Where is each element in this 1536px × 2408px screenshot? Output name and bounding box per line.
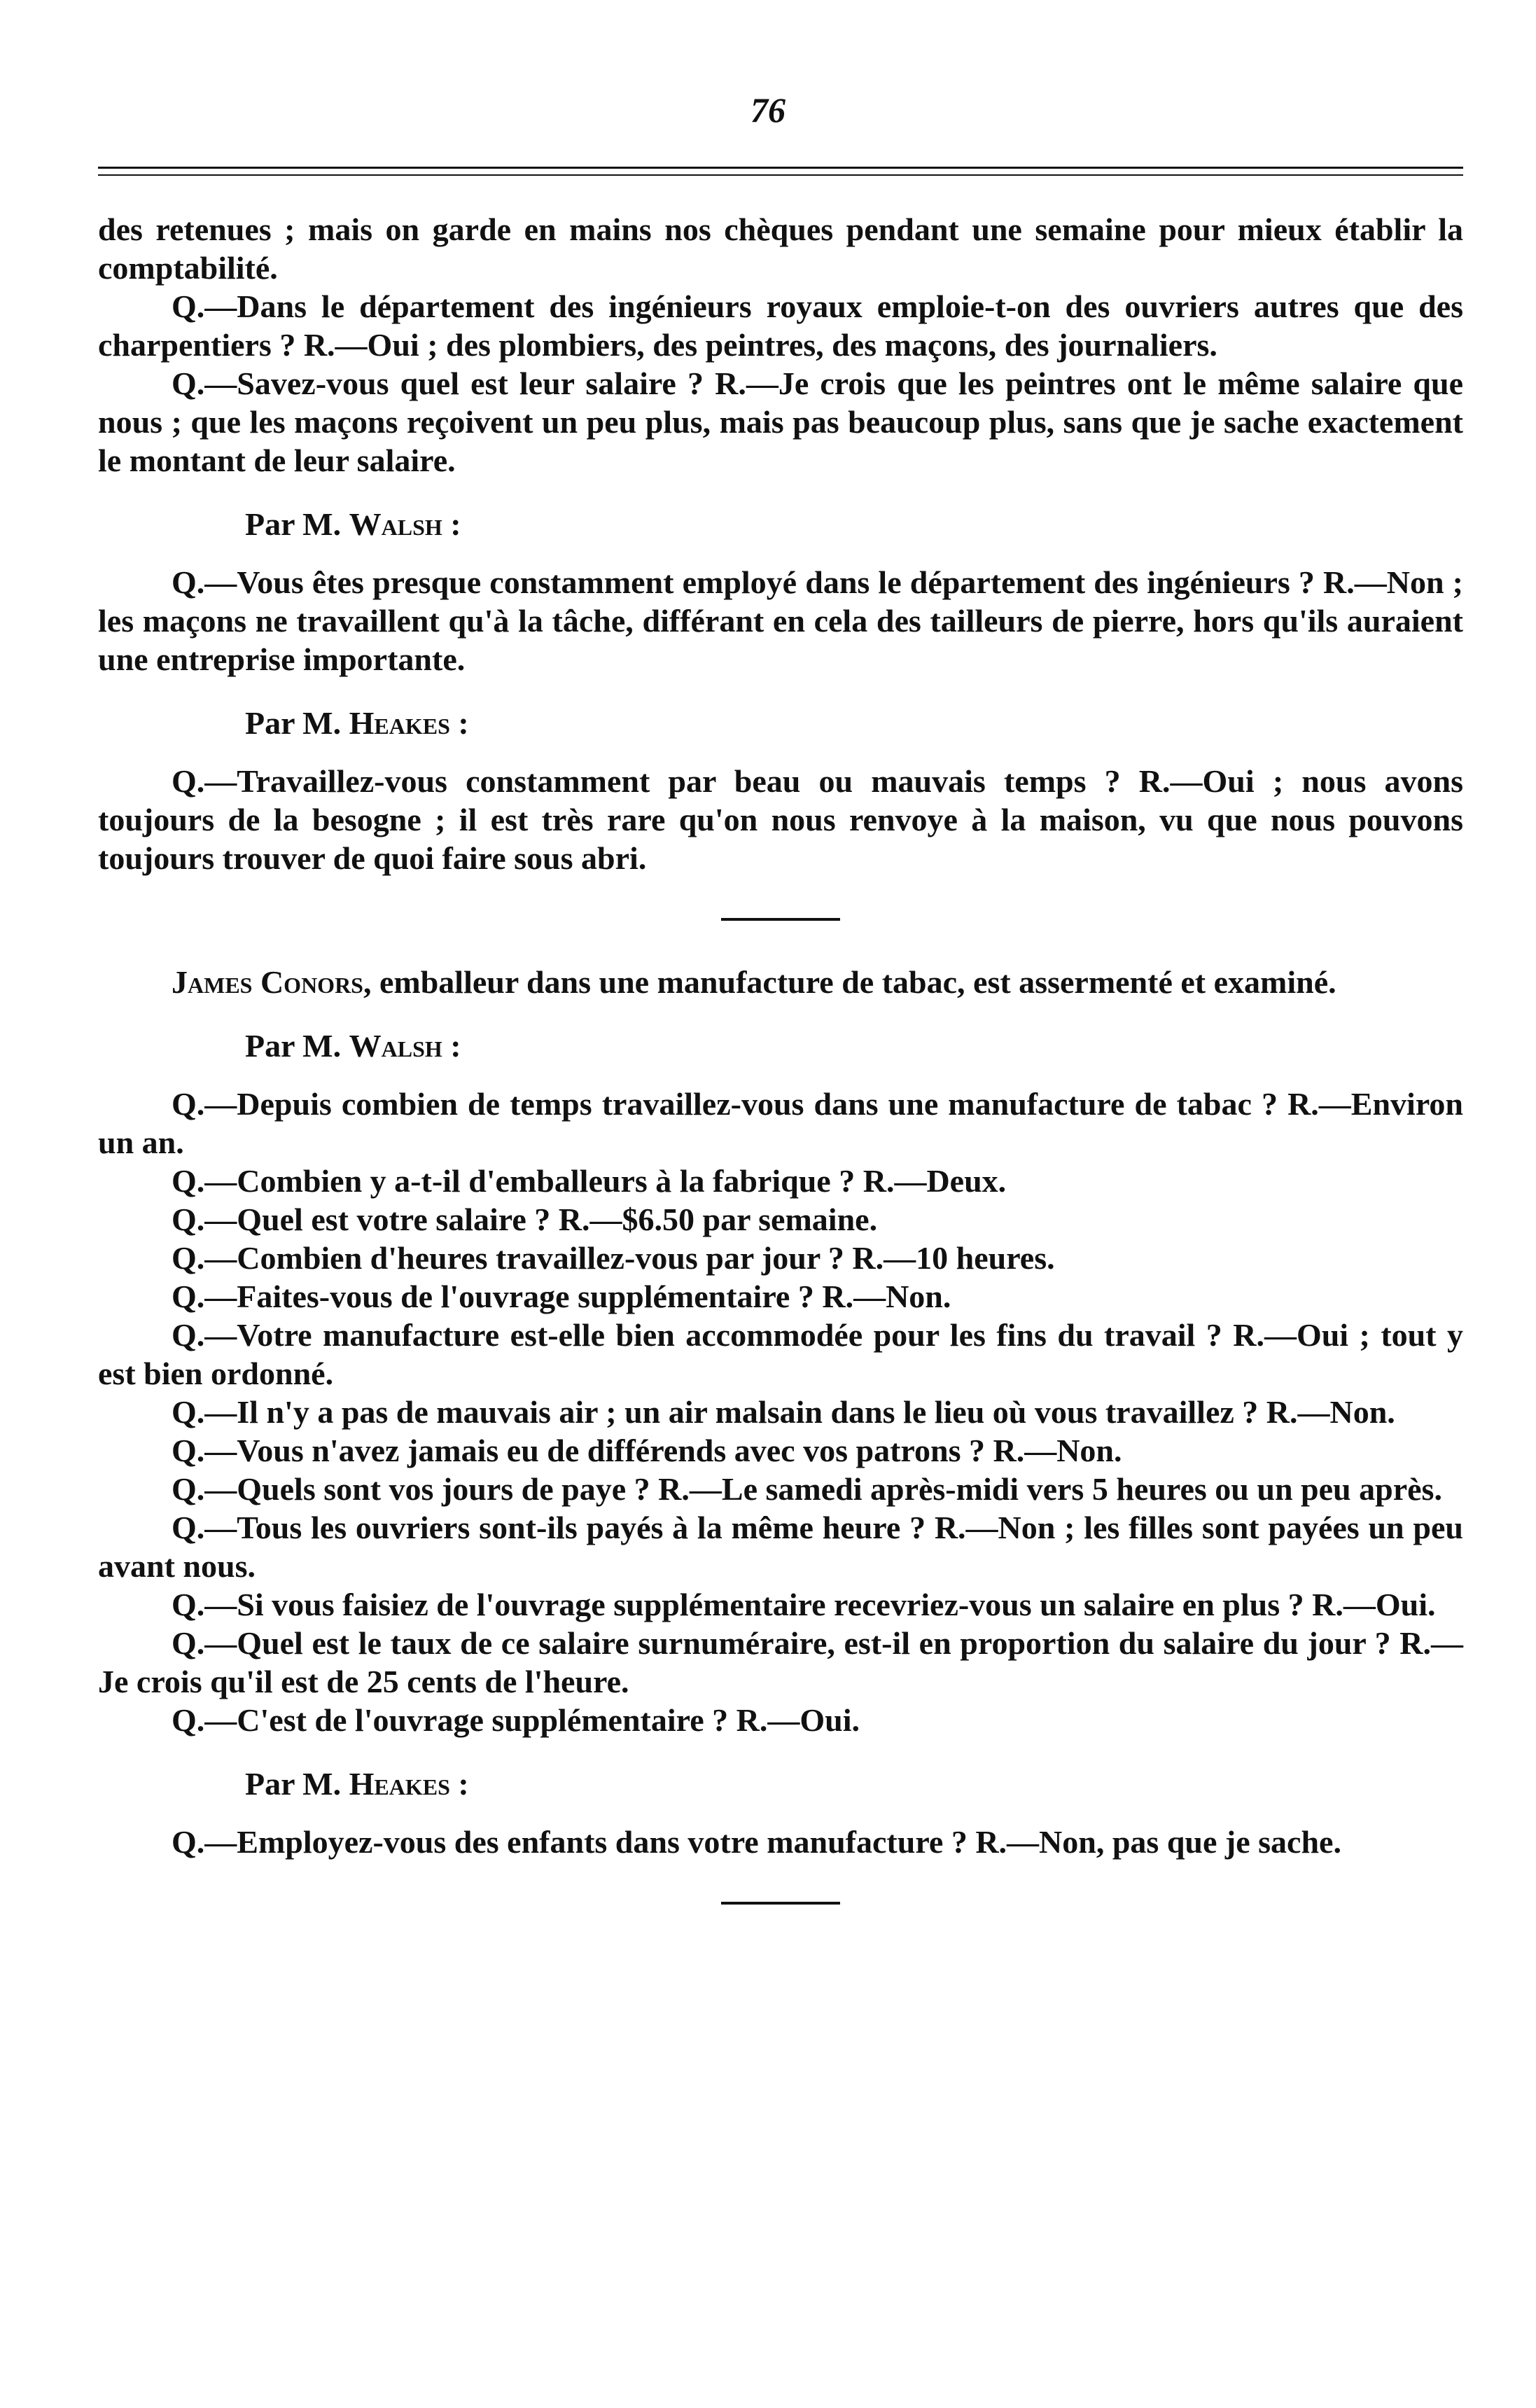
paragraph: Q.—Vous n'avez jamais eu de différends avec vos patrons ? R.—Non. bbox=[172, 1433, 1122, 1468]
page-number: 76 bbox=[750, 90, 786, 130]
speaker-prefix: Par M. bbox=[245, 1028, 349, 1064]
paragraph: Q.—C'est de l'ouvrage supplémentaire ? R.—Oui. bbox=[172, 1702, 860, 1738]
paragraph: Q.—Depuis combien de temps travaillez-vous dans une manufacture de tabac ? R.—Environ un an. bbox=[98, 1086, 1463, 1160]
paragraph: Q.—Quel est le taux de ce salaire surnuméraire, est-il en proportion du salaire du jour ? R.—Je crois qu'il est de 25 cents de l'heure. bbox=[98, 1625, 1463, 1699]
speaker-suffix: : bbox=[442, 1028, 461, 1064]
paragraph: Q.—Employez-vous des enfants dans votre manufacture ? R.—Non, pas que je sache. bbox=[172, 1824, 1341, 1860]
paragraph: Q.—Savez-vous quel est leur salaire ? R.—Je crois que les peintres ont le même salaire que nous ; que les maçons reçoivent un peu plus, mais pas beaucoup plus, sans que je sache exactement le montant de leur salaire. bbox=[98, 366, 1463, 478]
paragraph: Q.—Travaillez-vous constamment par beau ou mauvais temps ? R.—Oui ; nous avons toujours de la besogne ; il est très rare qu'on nous renvoye à la maison, vu que nous pouvons toujours trouver de quoi faire sous abri. bbox=[98, 763, 1463, 876]
speaker-name: Walsh bbox=[349, 506, 442, 542]
speaker-heading bbox=[98, 505, 1463, 543]
speaker-heading bbox=[98, 1026, 1463, 1065]
paragraph: des retenues ; mais on garde en mains nos chèques pendant une semaine pour mieux établir la comptabilité. bbox=[98, 211, 1463, 286]
paragraph: Q.—Faites-vous de l'ouvrage supplémentaire ? R.—Non. bbox=[172, 1279, 951, 1314]
speaker-name: Walsh bbox=[349, 1028, 442, 1064]
witness-description: , emballeur dans une manufacture de tabac, est assermenté et examiné. bbox=[363, 964, 1336, 1000]
section-separator bbox=[721, 918, 840, 921]
paragraph: Q.—Votre manufacture est-elle bien accommodée pour les fins du travail ? R.—Oui ; tout y est bien ordonné. bbox=[98, 1317, 1463, 1391]
speaker-prefix: Par M. bbox=[245, 705, 349, 741]
paragraph: Q.—Quel est votre salaire ? R.—$6.50 par semaine. bbox=[172, 1202, 878, 1237]
header-rule bbox=[98, 167, 1463, 176]
paragraph: Q.—Tous les ouvriers sont-ils payés à la même heure ? R.—Non ; les filles sont payées un peu avant nous. bbox=[98, 1510, 1463, 1584]
paragraph: Q.—Il n'y a pas de mauvais air ; un air malsain dans le lieu où vous travaillez ? R.—Non. bbox=[172, 1394, 1395, 1430]
paragraph: Q.—Quels sont vos jours de paye ? R.—Le samedi après-midi vers 5 heures ou un peu après. bbox=[172, 1471, 1442, 1507]
speaker-heading bbox=[98, 1765, 1463, 1803]
speaker-suffix: : bbox=[449, 705, 469, 741]
paragraph: Q.—Dans le département des ingénieurs royaux emploie-t-on des ouvriers autres que des charpentiers ? R.—Oui ; des plombiers, des peintres, des maçons, des journaliers. bbox=[98, 288, 1463, 363]
body-text bbox=[98, 210, 1463, 1947]
paragraph: Q.—Vous êtes presque constamment employé dans le département des ingénieurs ? R.—Non ; les maçons ne travaillent qu'à la tâche, différant en cela des tailleurs de pierre, hors qu'ils auraient une entreprise importante. bbox=[98, 564, 1463, 677]
speaker-suffix: : bbox=[449, 1766, 469, 1802]
section-separator bbox=[721, 1902, 840, 1905]
speaker-suffix: : bbox=[442, 506, 461, 542]
paragraph: Q.—Combien d'heures travaillez-vous par jour ? R.—10 heures. bbox=[172, 1240, 1055, 1276]
witness-intro bbox=[98, 963, 1463, 1001]
speaker-heading bbox=[98, 704, 1463, 742]
speaker-prefix: Par M. bbox=[245, 506, 349, 542]
speaker-name: Heakes bbox=[349, 705, 450, 741]
paragraph: Q.—Si vous faisiez de l'ouvrage supplémentaire recevriez-vous un salaire en plus ? R.—Oui. bbox=[172, 1587, 1436, 1622]
paragraph: Q.—Combien y a-t-il d'emballeurs à la fabrique ? R.—Deux. bbox=[172, 1163, 1007, 1199]
witness-name: James Conors bbox=[172, 964, 363, 1000]
speaker-prefix: Par M. bbox=[245, 1766, 349, 1802]
speaker-name: Heakes bbox=[349, 1766, 450, 1802]
